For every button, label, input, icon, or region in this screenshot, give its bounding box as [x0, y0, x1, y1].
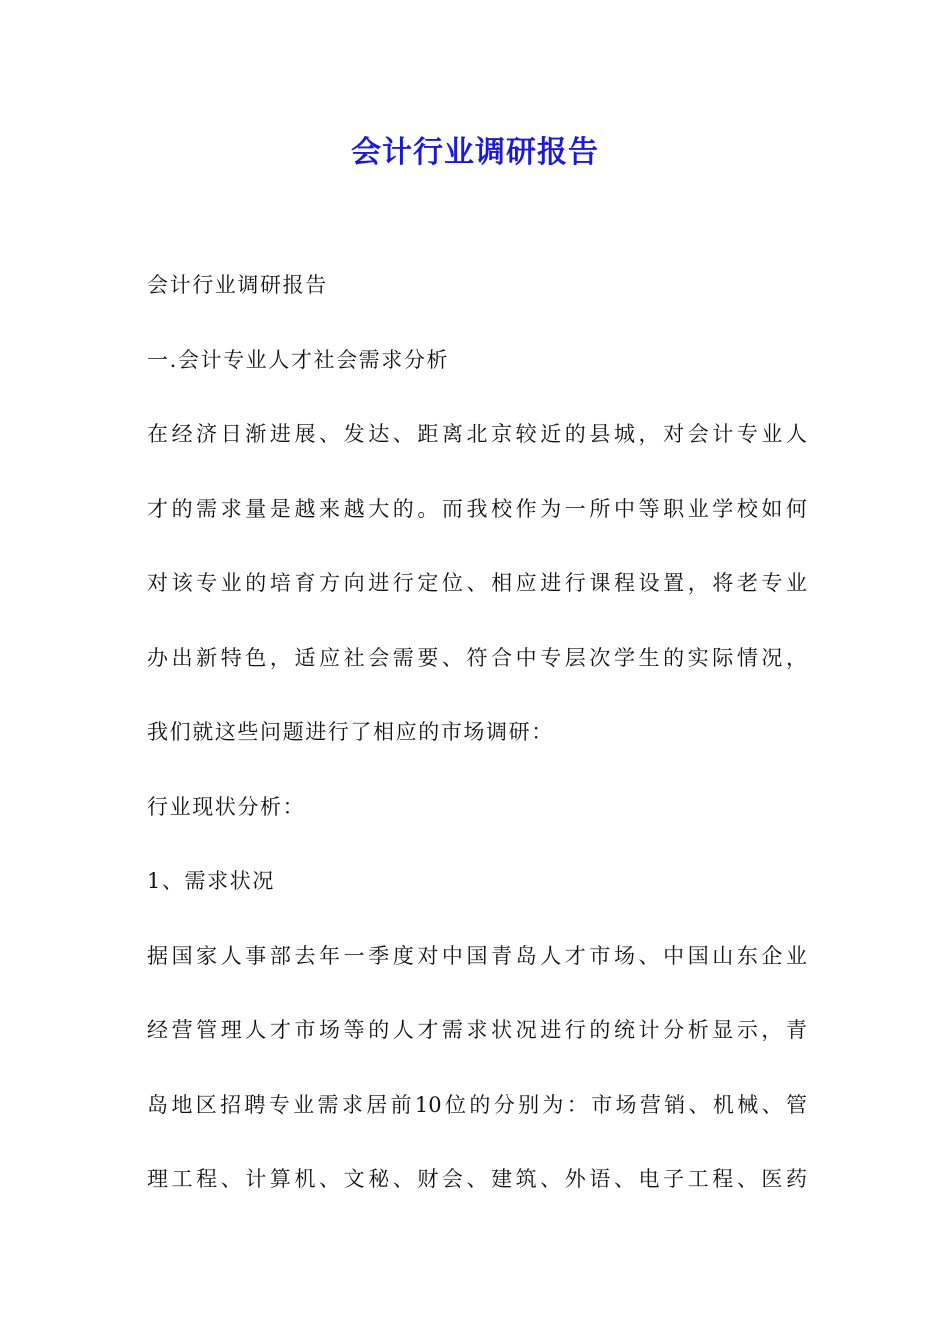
body-line: 我们就这些问题进行了相应的市场调研： [147, 720, 554, 744]
subheading: 1、需求状况 [147, 869, 275, 893]
body-line: 理工程、计算机、文秘、财会、建筑、外语、电子工程、医药 [147, 1167, 807, 1191]
body-line: 办出新特色，适应社会需要、符合中专层次学生的实际情况， [147, 645, 807, 670]
body-line: 在经济日渐进展、发达、距离北京较近的县城，对会计专业人 [147, 422, 807, 446]
body-line: 据国家人事部去年一季度对中国青岛人才市场、中国山东企业 [147, 943, 807, 968]
document-title: 会计行业调研报告 [351, 135, 599, 170]
body-line: 岛地区招聘专业需求居前10位的分别为：市场营销、机械、管 [147, 1092, 807, 1117]
subheading: 行业现状分析： [147, 794, 306, 819]
body-line: 会计行业调研报告 [147, 273, 328, 297]
section-heading: 一.会计专业人才社会需求分析 [147, 347, 450, 372]
body-line: 才的需求量是越来越大的。而我校作为一所中等职业学校如何 [147, 496, 807, 521]
document-body [147, 260, 807, 1229]
body-line: 经营管理人才市场等的人才需求状况进行的统计分析显示，青 [147, 1018, 807, 1042]
body-line: 对该专业的培育方向进行定位、相应进行课程设置，将老专业 [147, 571, 807, 595]
